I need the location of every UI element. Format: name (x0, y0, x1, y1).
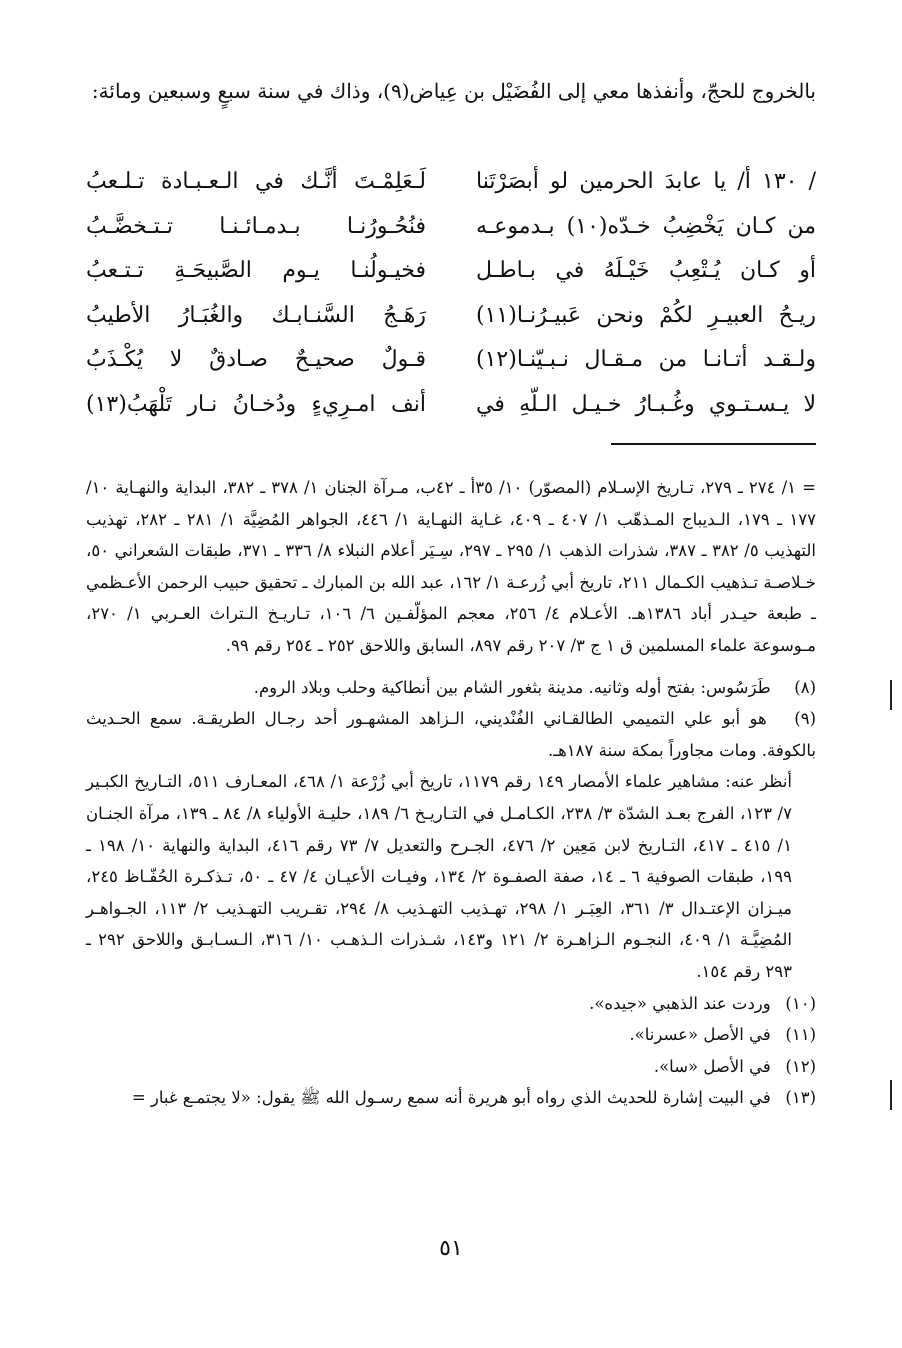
page-number: ٥١ (439, 1236, 463, 1261)
poem-verse (86, 294, 816, 339)
poem-block (86, 160, 816, 427)
footnote-text: هو أبو علي التميمي الطالقـاني الفُنْديني، الـزاهد المشهـور أحد رجـال الطريقـة. سمع الحـديث بالكوفة. ومات مجاوراً بمكة سنة ١٨٧هـ. (86, 709, 816, 760)
footnote-divider (611, 443, 816, 445)
verse-first-hemistich: ولـقـد أتـانـا من مـقـال نـبـيّنـا(١٢) (476, 347, 816, 373)
footnote-number: (١٣) (785, 1088, 816, 1108)
footnote-item (86, 1019, 816, 1051)
footnote-item (86, 1082, 816, 1114)
footnote-number: (١١) (785, 1025, 816, 1045)
verse-first-hemistich: من كـان يَخْضِبُ خـدّه(١٠) بـدموعـه (476, 213, 816, 239)
footnote-number: (٨) (794, 677, 816, 697)
verse-second-hemistich: أنف امـرِيءٍ ودُخـانُ نـار تَلْهَبُ(١٣) (86, 391, 426, 417)
verse-second-hemistich: قـولٌ صحيـحٌ صـادقٌ لا يُكْـذَبُ (86, 347, 426, 373)
verse-first-hemistich: / ١٣٠ أ/ يا عابدَ الحرمين لو أبصَرْتَنا (476, 169, 816, 195)
verse-second-hemistich: رَهَـجُ السَّنـابـك والغُبَـارُ الأطيبُ (86, 302, 426, 328)
footnote-text: في البيت إشارة للحديث الذي رواه أبو هريرة أنه سمع رسـول الله ﷺ يقول: «لا يجتمـع غبار = (131, 1088, 771, 1108)
poem-verse (86, 205, 816, 250)
verse-first-hemistich: أو كـان يُـتْعِبُ خَيْـلَهُ في بـاطـل (476, 258, 816, 284)
continuation-mark: = (802, 478, 816, 497)
continuation-text: ١/ ٢٧٤ ـ ٢٧٩، تـاريخ الإسـلام (المصوّر) ١٠/ ٣٥أ ـ ٤٢ب، مـرآة الجنان ١/ ٣٧٨ ـ ٣٨٢، البداية والنهـاية ١٠/ ١٧٧ ـ ١٧٩، الـديباج المـذهّب ١/ ٤٠٧ ـ ٤٠٩، غـاية النهـاية ١/ ٤٤٦، الجواهر المُضِيَّة ١/ ٢٨١ ـ ٢٨٢، تهذيب التهذيب ٥/ ٣٨٢ ـ ٣٨٧، شذرات الذهب ١/ ٢٩٥ ـ ٢٩٧، سِـيَر أعلام النبلاء ٨/ ٣٣٦ ـ ٣٧١، طبقات الشعراني ٥٠، خـلاصـة تـذهيب الكـمال ٢١١، تاريخ أبي زُرعـة ١/ ١٦٢، عبد الله بن المبارك ـ تحقيق حبيب الرحمن الأعـظمي ـ طبعة حيـدر أباد ١٣٨٦هـ. الأعـلام ٤/ ٢٥٦، معجم المؤلّفـين ٦/ ١٠٦، تـاريـخ الـتراث العـربي ١/ ٢٧٠، مـوسوعة علماء المسلمين ق ١ ج ٣/ ٢٠٧ رقم ٨٩٧، السابق واللاحق ٢٥٢ ـ ٢٥٤ رقم ٩٩. (86, 478, 817, 655)
footnote-item (86, 1051, 816, 1083)
intro-paragraph: بالخروج للحجّ، وأنفذها معي إلى الفُضَيْل بن عِياض(٩)، وذاك في سنة سبعٍ وسبعين ومائة: (91, 79, 816, 103)
scan-edge-mark (890, 680, 892, 710)
verse-second-hemistich: لَـعَلِمْـتَ أنَّـك في الـعـبـادة تـلـعبُ (86, 169, 426, 195)
footnotes-section (86, 472, 816, 1114)
verse-second-hemistich: فنُحُـورُنـا بـدمـائـنـا تـتـخضَّـبُ (86, 213, 426, 239)
footnote-item (86, 988, 816, 1020)
poem-verse (86, 160, 816, 205)
poem-verse (86, 338, 816, 383)
footnote-text: في الأصل «سا». (653, 1056, 771, 1076)
footnote-references: أنظر عنه: مشاهير علماء الأمصار ١٤٩ رقم ١١٧٩، تاريخ أبي زُرْعة ١/ ٤٦٨، المعـارف ٥١١، التـاريخ الكبـير ٧/ ١٢٣، الفرج بعـد الشدّة ٣/ ٢٣٨، الكـامـل في التـاريـخ ٦/ ١٨٩، حليـة الأولياء ٨/ ٨٤ ـ ١٣٩، مرآة الجنـان ١/ ٤١٥ ـ ٤١٧، التـاريخ لابن مَعِين ٢/ ٤٧٦، الجـرح والتعديل ٧/ ٧٣ رقم ٤١٦، البداية والنهاية ١٠/ ١٩٨ ـ ١٩٩، طبقات الصوفية ٦ ـ ١٤، صفة الصفـوة ٢/ ١٣٤، وفيـات الأعيـان ٤/ ٤٧ ـ ٥٠، تـذكـرة الحُفّـاظ ٢٤٥، ميـزان الإعتـدال ٣/ ٣٦١، العِبَـر ١/ ٢٩٨، تهـذيب التهـذيب ٨/ ٢٩٤، تقـريب التهـذيب ٢/ ١١٣، الجـواهـر المُضِيَّـة ١/ ٤٠٩، النجـوم الـزاهـرة ٢/ ١٢١ و١٤٣، شـذرات الـذهـب ١٠/ ٣١٦، الـسـابـق واللاحق ٢٩٢ ـ ٢٩٣ رقم ١٥٤. (86, 772, 793, 981)
footnote-text: وردت عند الذهبي «جيده». (589, 993, 771, 1013)
footnote-text: في الأصل «عسرنا». (629, 1025, 771, 1045)
footnote-number: (١٠) (785, 993, 816, 1013)
footnote-item (86, 672, 816, 704)
verse-first-hemistich: ريـحُ العبيـرِ لكُمْ ونحن عَبيـرُنـا(١١) (476, 302, 816, 328)
poem-verse (86, 249, 816, 294)
scan-edge-mark (890, 1080, 892, 1110)
footnote-continuation (86, 472, 816, 662)
verse-first-hemistich: لا يـسـتـوي وغُـبـارُ خـيـل الـلّهِ في (476, 391, 816, 417)
footnote-text: طَرَسُوس: بفتح أوله وثانيه. مدينة بثغور الشام بين أنطاكية وحلب وبلاد الروم. (253, 677, 771, 697)
verse-second-hemistich: فخيـولُنـا يـوم الصَّبيحَـةِ تـتـعبُ (86, 258, 426, 284)
footnote-number: (٩) (794, 709, 816, 729)
footnote-item (86, 703, 816, 766)
footnote-number: (١٢) (785, 1056, 816, 1076)
poem-verse (86, 383, 816, 428)
